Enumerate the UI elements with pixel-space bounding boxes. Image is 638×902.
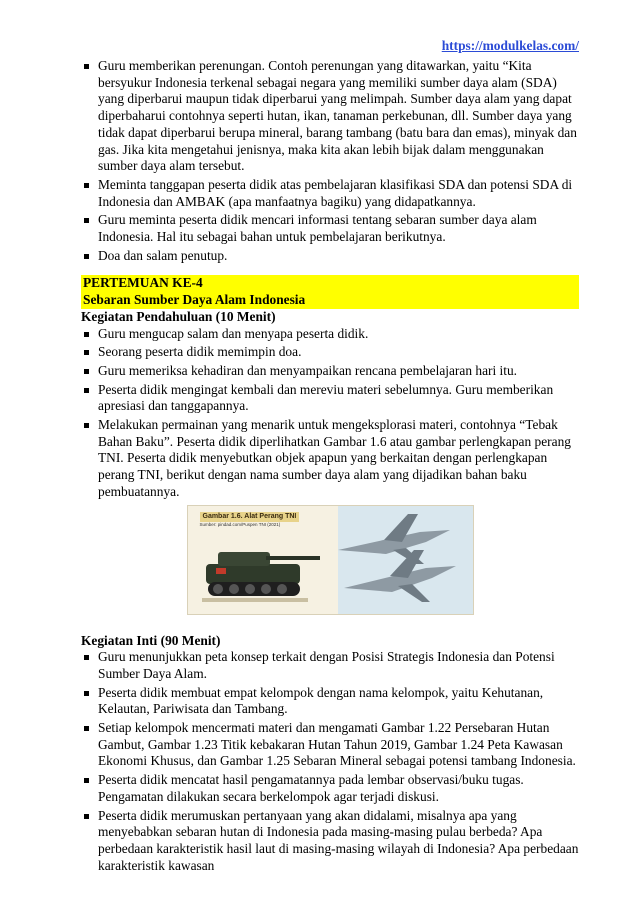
figure-source: Sumber: pindad.com/Puspen TNI (2021): [199, 521, 281, 527]
list-item: Meminta tanggapan peserta didik atas pembelajaran klasifikasi SDA dan potensi SDA di Indonesia dan AMBAK (apa manfaatnya bagiku) yang didapatkannya.: [81, 177, 579, 210]
list-item: Guru meminta peserta didik mencari informasi tentang sebaran sumber daya alam Indonesia. Hal itu sebagai bahan untuk pembelajaran berikutnya.: [81, 212, 579, 245]
list-item: Melakukan permainan yang menarik untuk mengeksplorasi materi, contohnya “Tebak Bahan Baku”. Peserta didik diperlihatkan Gambar 1.6 atau gambar perlengkapan perang TNI. Peserta didik menyebutkan objek apapun yang berkaitan dengan perlengkapan perang TNI, berikut dengan nama sumber daya alam yang dijadikan bahan baku pembuatannya.: [81, 417, 579, 501]
pendahuluan-title: Kegiatan Pendahuluan (10 Menit): [81, 308, 276, 324]
figure-alat-perang-tni: [187, 505, 474, 615]
list-item: Guru mengucap salam dan menyapa peserta didik.: [81, 326, 579, 343]
figure-container: [81, 505, 579, 615]
list-item: Peserta didik merumuskan pertanyaan yang akan didalami, misalnya apa yang menyebabkan sebaran hutan di Indonesia pada masing-masing pulau berbeda? Apa perbedaan karakteristik hasil laut di masing-masing wilayah di Indonesia? Apa perbedaan karakteristik kawasan: [81, 808, 579, 875]
list-item: Doa dan salam penutup.: [81, 248, 579, 265]
list-item: Seorang peserta didik memimpin doa.: [81, 344, 579, 361]
fighter-jet-icon: [338, 506, 473, 614]
list-item: Peserta didik mengingat kembali dan mereviu materi sebelumnya. Guru memberikan apresiasi dan tanggapannya.: [81, 382, 579, 415]
meeting-label: PERTEMUAN KE-4: [81, 275, 579, 292]
meeting-topic: Sebaran Sumber Daya Alam Indonesia: [81, 292, 579, 309]
figure-caption: Gambar 1.6. Alat Perang TNI: [200, 512, 300, 522]
intro-bullet-list: [81, 58, 579, 264]
list-item: Guru memeriksa kehadiran dan menyampaikan rencana pembelajaran hari itu.: [81, 363, 579, 380]
list-item: Guru memberikan perenungan. Contoh perenungan yang ditawarkan, yaitu “Kita bersyukur Indonesia terkenal sebagai negara yang memiliki sumber daya alam (SDA) yang diperbarui maupun tidak diperbarui yang melimpah. Sumber daya alam yang dapat diperbaharui contohnya seperti hutan, ikan, tanaman perkebunan, dll. Sumber daya yang tidak dapat diperbarui berupa mineral, barang tambang (batu bara dan emas), minyak dan gas. Jika kita mengetahui jenisnya, maka kita akan lebih bijak dalam menggunakan sumber daya alam tersebut.: [81, 58, 579, 175]
list-item: Setiap kelompok mencermati materi dan mengamati Gambar 1.22 Persebaran Hutan Gambut, Gambar 1.23 Titik kebakaran Hutan Tahun 2019, Gambar 1.24 Peta Kawasan Ekonomi Khusus, dan Gambar 1.25 Sebaran Mineral sebagai potensi tambang Indonesia.: [81, 720, 579, 770]
inti-bullet-list: [81, 649, 579, 874]
pendahuluan-bullet-list: [81, 326, 579, 501]
list-item: Guru menunjukkan peta konsep terkait dengan Posisi Strategis Indonesia dan Potensi Sumber Daya Alam.: [81, 649, 579, 682]
list-item: Peserta didik membuat empat kelompok dengan nama kelompok, yaitu Kehutanan, Kelautan, Pariwisata dan Tambang.: [81, 685, 579, 718]
list-item: Peserta didik mencatat hasil pengamatannya pada lembar observasi/buku tugas. Pengamatan dilakukan secara berkelompok agar terjadi diskusi.: [81, 772, 579, 805]
header-url-link[interactable]: https://modulkelas.com/: [441, 38, 579, 53]
inti-title: Kegiatan Inti (90 Menit): [81, 632, 221, 648]
content: [81, 58, 579, 876]
